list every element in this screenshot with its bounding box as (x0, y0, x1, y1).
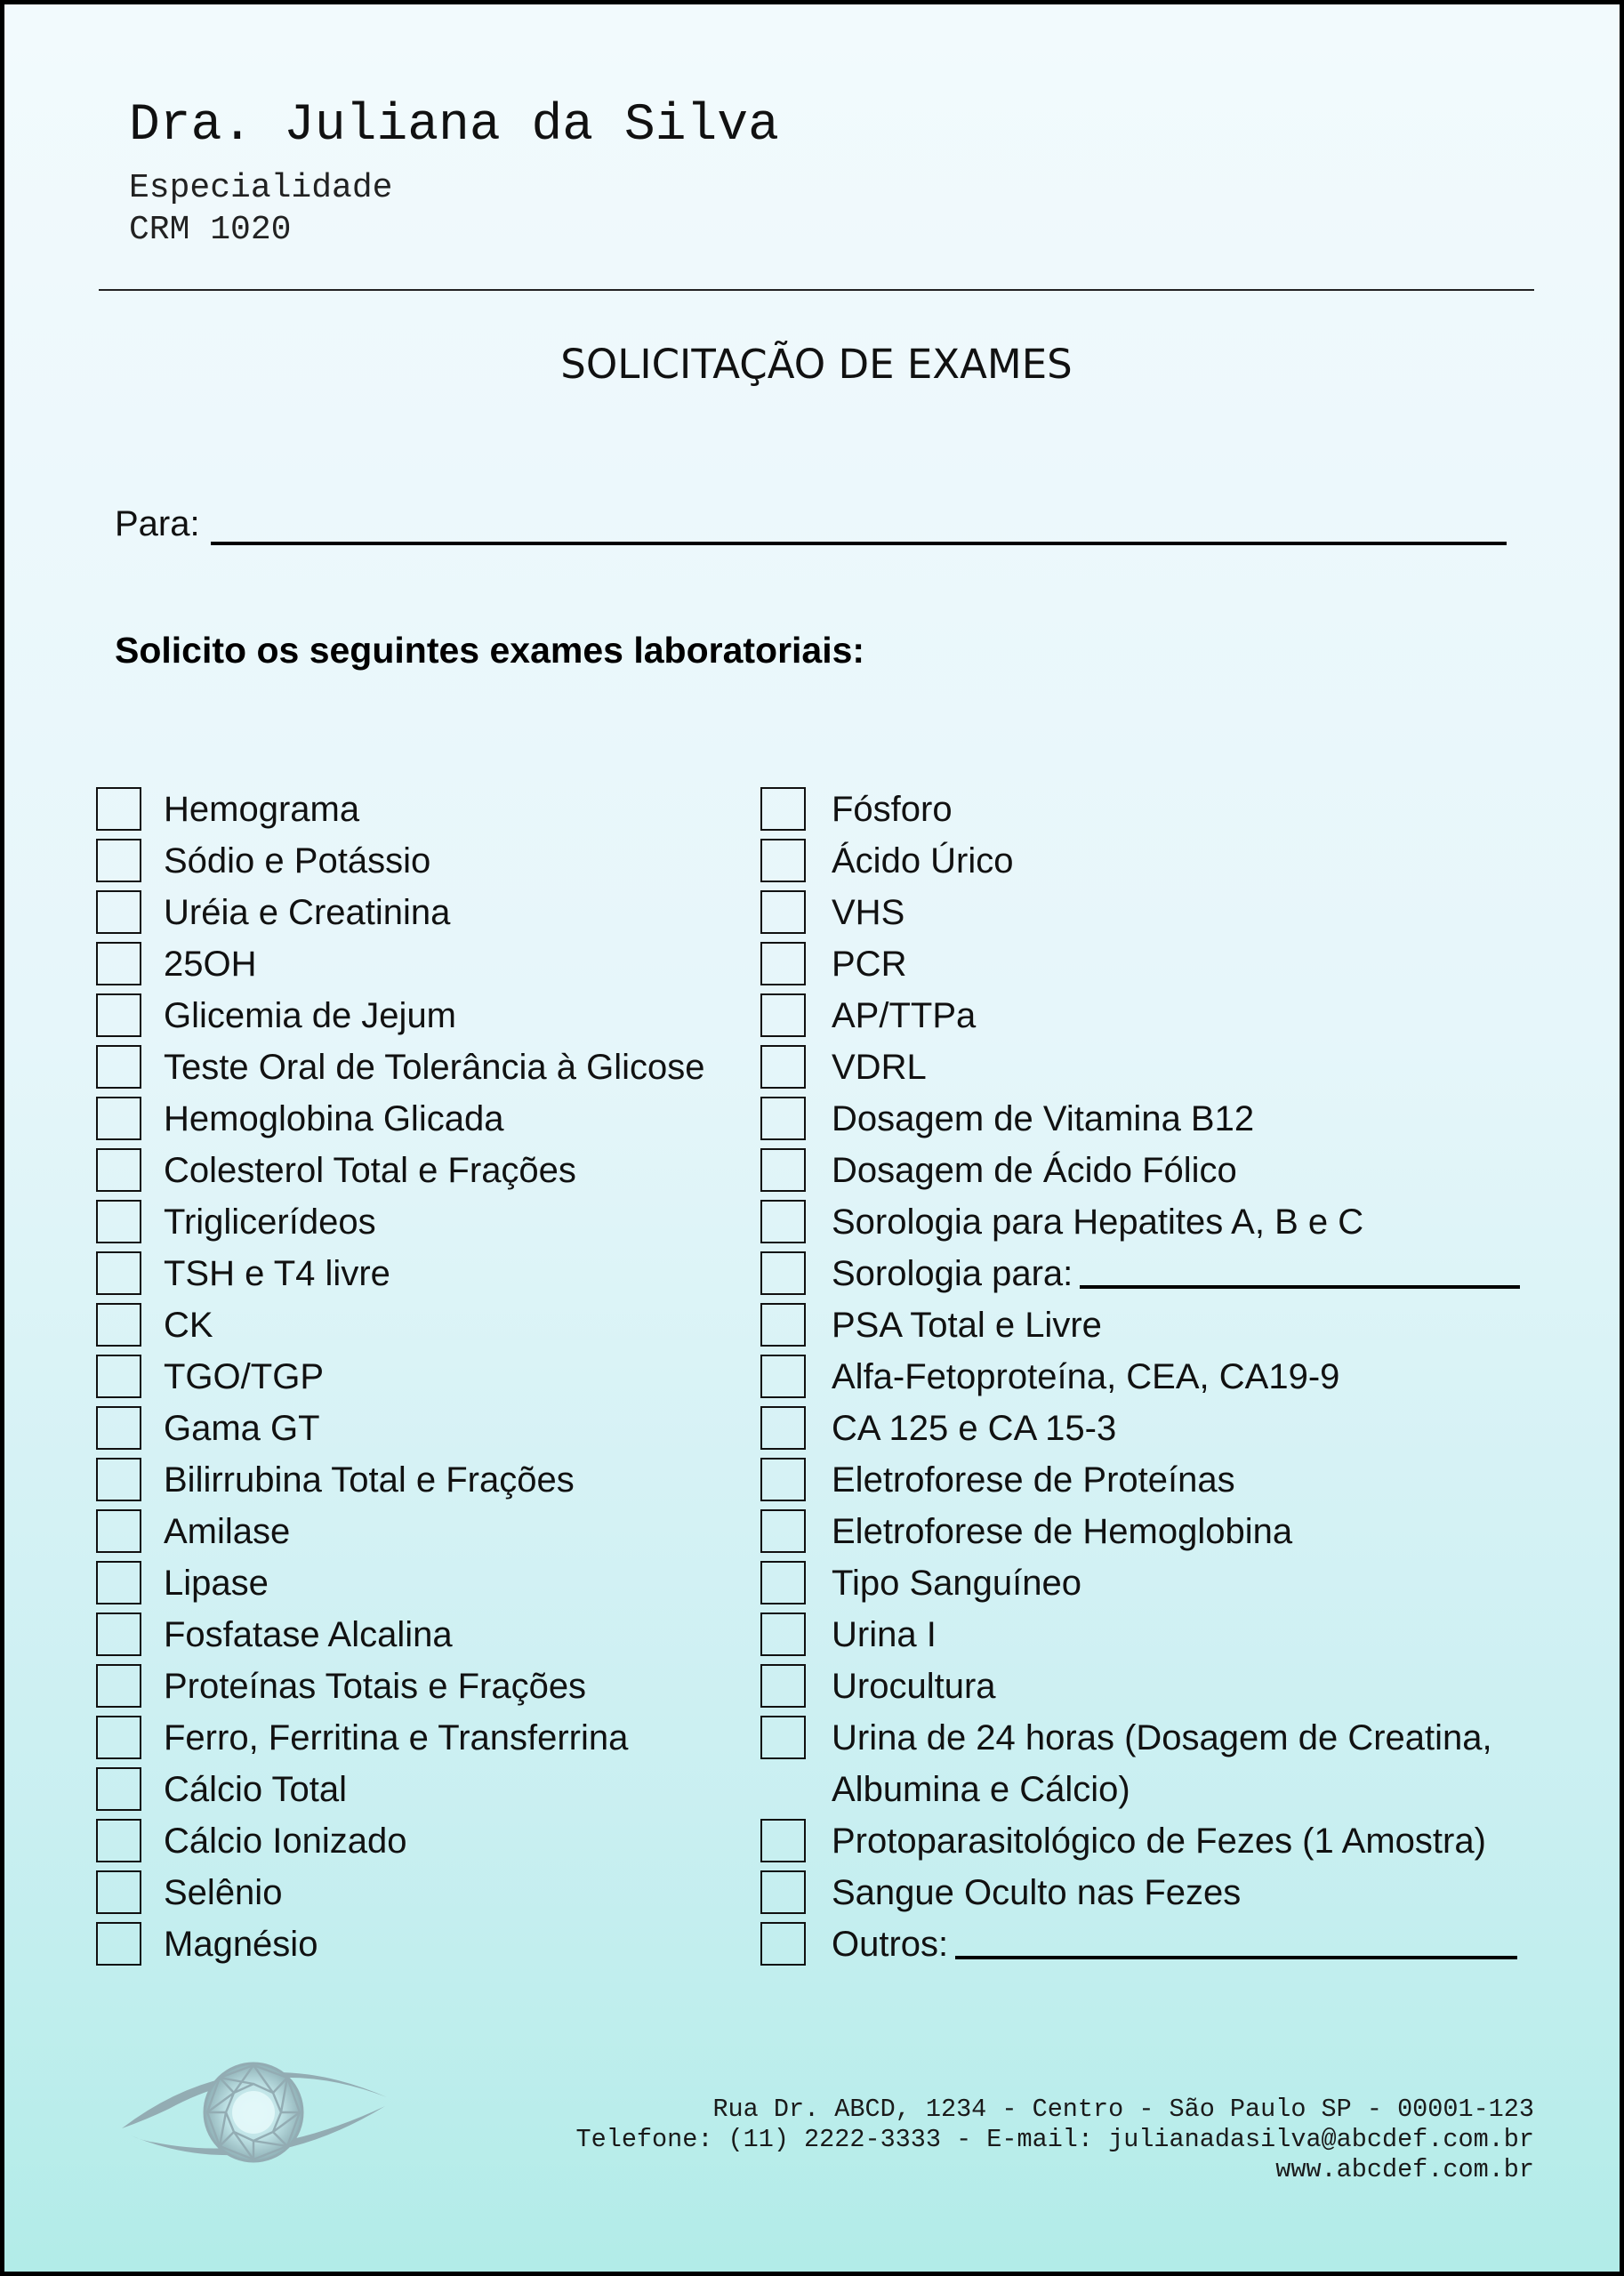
exam-label: Urina de 24 horas (Dosagem de Creatina, Albumina e Cálcio) (832, 1718, 1492, 1809)
exam-label: Ferro, Ferritina e Transferrina (164, 1718, 629, 1757)
exam-checkbox[interactable] (96, 1716, 141, 1759)
exam-label: Teste Oral de Tolerância à Glicose (164, 1048, 705, 1087)
exam-label: TSH e T4 livre (164, 1254, 390, 1293)
exam-checkbox[interactable] (96, 787, 141, 831)
exam-label: Hemograma (164, 790, 360, 829)
exam-checkbox[interactable] (96, 1613, 141, 1656)
exam-item (760, 887, 1543, 938)
exam-label: Lipase (164, 1564, 269, 1603)
exam-checkbox[interactable] (96, 1200, 141, 1243)
exam-label: Triglicerídeos (164, 1202, 376, 1242)
footer-phone-email: Telefone: (11) 2222-3333 - E-mail: julianadasilva@abcdef.com.br (575, 2125, 1534, 2154)
exam-label: Urocultura (832, 1667, 996, 1706)
exam-label: Protoparasitológico de Fezes (1 Amostra) (832, 1822, 1486, 1861)
header-divider (99, 289, 1534, 291)
exam-label: Sorologia para: (832, 1254, 1073, 1293)
exam-checkbox[interactable] (760, 1200, 806, 1243)
exam-checkbox[interactable] (760, 1819, 806, 1862)
exam-item (96, 1506, 754, 1557)
exam-checkbox[interactable] (96, 1303, 141, 1347)
exam-item (760, 835, 1543, 887)
exam-item (760, 1145, 1543, 1196)
recipient-label: Para: (115, 504, 200, 543)
exam-item (760, 990, 1543, 1041)
exam-label: Proteínas Totais e Frações (164, 1667, 587, 1706)
exam-fill-line[interactable] (955, 1924, 1517, 1959)
exam-item (760, 1918, 1543, 1970)
exam-label: Sangue Oculto nas Fezes (832, 1873, 1242, 1912)
exam-item (96, 784, 754, 835)
exam-checkbox[interactable] (760, 890, 806, 934)
exam-checkbox[interactable] (760, 1406, 806, 1450)
recipient-field (115, 497, 1507, 545)
exam-checkbox[interactable] (96, 1097, 141, 1140)
exam-checkbox[interactable] (96, 1870, 141, 1914)
exam-fill-line[interactable] (1080, 1253, 1520, 1289)
exam-item (760, 1661, 1543, 1712)
exam-item (96, 1918, 754, 1970)
exam-label: Tipo Sanguíneo (832, 1564, 1081, 1603)
exam-checkbox[interactable] (96, 993, 141, 1037)
exam-checkbox[interactable] (760, 1148, 806, 1192)
doctor-specialty: Especialidade (129, 169, 393, 207)
exam-item (760, 1454, 1543, 1506)
exam-label: Urina I (832, 1615, 937, 1654)
exam-label: Sorologia para Hepatites A, B e C (832, 1202, 1364, 1242)
exam-checkbox[interactable] (96, 1458, 141, 1501)
exam-item (760, 1093, 1543, 1145)
footer-website: www.abcdef.com.br (1275, 2155, 1534, 2184)
exam-item (96, 938, 754, 990)
exam-item (96, 1145, 754, 1196)
exam-label: Dosagem de Ácido Fólico (832, 1151, 1237, 1190)
exam-item (96, 1764, 754, 1815)
exam-item (760, 1867, 1543, 1918)
exam-item (760, 938, 1543, 990)
exam-item (760, 1196, 1543, 1248)
exam-item (760, 1351, 1543, 1403)
exam-label: VDRL (832, 1048, 927, 1087)
footer-address: Rua Dr. ABCD, 1234 - Centro - São Paulo SP - 00001-123 (712, 2095, 1534, 2124)
exam-checkbox[interactable] (760, 1251, 806, 1295)
exam-label: Uréia e Creatinina (164, 893, 451, 932)
exam-item (96, 1609, 754, 1661)
doctor-name: Dra. Juliana da Silva (129, 97, 779, 155)
exam-checkbox[interactable] (760, 1716, 806, 1759)
exam-checkbox[interactable] (96, 890, 141, 934)
exam-item (760, 1299, 1543, 1351)
exam-checkbox[interactable] (760, 1613, 806, 1656)
exam-checkbox[interactable] (760, 942, 806, 985)
exam-item (96, 1351, 754, 1403)
exam-item (96, 1815, 754, 1867)
exam-checkbox[interactable] (760, 1045, 806, 1089)
exam-item (96, 887, 754, 938)
exam-label: Cálcio Ionizado (164, 1822, 407, 1861)
page-title: SOLICITAÇÃO DE EXAMES (560, 341, 1073, 388)
exam-label: Fósforo (832, 790, 953, 829)
exam-checkbox[interactable] (96, 1509, 141, 1553)
exam-checkbox[interactable] (760, 1922, 806, 1966)
exam-item (96, 1867, 754, 1918)
exam-label: AP/TTPa (832, 996, 977, 1035)
doctor-crm: CRM 1020 (129, 211, 292, 249)
exam-checkbox[interactable] (760, 1664, 806, 1708)
recipient-input-line[interactable] (211, 497, 1507, 545)
exam-label: Gama GT (164, 1409, 320, 1448)
exam-list-right (760, 784, 1543, 1970)
exam-item (96, 1403, 754, 1454)
exam-checkbox[interactable] (96, 1355, 141, 1398)
exam-item (96, 1661, 754, 1712)
exam-list-left (96, 784, 754, 1970)
exam-checkbox[interactable] (760, 839, 806, 882)
exam-label: Alfa-Fetoproteína, CEA, CA19-9 (832, 1357, 1340, 1396)
exam-item (760, 1248, 1543, 1299)
exam-label: VHS (832, 893, 905, 932)
exam-item (760, 1557, 1543, 1609)
exam-label: TGO/TGP (164, 1357, 324, 1396)
exam-item (760, 1815, 1543, 1867)
footer-contact-block (576, 2095, 1534, 2185)
exam-checkbox[interactable] (96, 839, 141, 882)
exam-item (96, 1454, 754, 1506)
exam-label: Ácido Úrico (832, 841, 1014, 881)
exam-checkbox[interactable] (96, 1922, 141, 1966)
exam-checkbox[interactable] (96, 1251, 141, 1295)
exam-label: Selênio (164, 1873, 283, 1912)
exam-checkbox[interactable] (96, 1767, 141, 1811)
exam-item (96, 1299, 754, 1351)
exam-checkbox[interactable] (96, 1664, 141, 1708)
exam-checkbox[interactable] (96, 1561, 141, 1604)
exam-checkbox[interactable] (760, 1509, 806, 1553)
exam-label: Cálcio Total (164, 1770, 348, 1809)
exam-checkbox[interactable] (96, 1148, 141, 1192)
exam-item (96, 835, 754, 887)
exam-item (760, 1403, 1543, 1454)
exam-label: Bilirrubina Total e Frações (164, 1460, 575, 1500)
exam-checkbox[interactable] (760, 993, 806, 1037)
exam-item (96, 1248, 754, 1299)
exam-label: CK (164, 1306, 213, 1345)
exam-item (96, 990, 754, 1041)
exam-checkbox[interactable] (760, 1458, 806, 1501)
exam-label: Eletroforese de Proteínas (832, 1460, 1235, 1500)
exam-item (760, 784, 1543, 835)
exam-item (96, 1196, 754, 1248)
exam-label: 25OH (164, 945, 257, 984)
exam-label: Glicemia de Jejum (164, 996, 457, 1035)
exam-item (96, 1093, 754, 1145)
exam-item (760, 1041, 1543, 1093)
exam-label: Colesterol Total e Frações (164, 1151, 576, 1190)
exam-item (96, 1041, 754, 1093)
exam-checkbox[interactable] (96, 942, 141, 985)
exam-checkbox[interactable] (760, 1870, 806, 1914)
exam-item (96, 1712, 754, 1764)
exam-label: Fosfatase Alcalina (164, 1615, 453, 1654)
exam-checkbox[interactable] (760, 1355, 806, 1398)
exam-checkbox[interactable] (96, 1045, 141, 1089)
exam-label: Hemoglobina Glicada (164, 1099, 504, 1138)
request-heading: Solicito os seguintes exames laboratoriais: (115, 630, 865, 671)
exam-label: CA 125 e CA 15-3 (832, 1409, 1117, 1448)
exam-label: Amilase (164, 1512, 291, 1551)
exam-label: PSA Total e Livre (832, 1306, 1102, 1345)
exam-label: PCR (832, 945, 907, 984)
eye-icon (120, 2057, 387, 2166)
exam-checkbox[interactable] (760, 1303, 806, 1347)
exam-item (760, 1506, 1543, 1557)
exam-label: Eletroforese de Hemoglobina (832, 1512, 1293, 1551)
exam-checkbox[interactable] (96, 1406, 141, 1450)
exam-checkbox[interactable] (96, 1819, 141, 1862)
exam-label: Magnésio (164, 1925, 318, 1964)
exam-checkbox[interactable] (760, 787, 806, 831)
exam-item (760, 1712, 1543, 1815)
exam-label: Dosagem de Vitamina B12 (832, 1099, 1255, 1138)
exam-label: Sódio e Potássio (164, 841, 431, 881)
exam-checkbox[interactable] (760, 1097, 806, 1140)
exam-item (760, 1609, 1543, 1661)
exam-checkbox[interactable] (760, 1561, 806, 1604)
exam-label: Outros: (832, 1925, 949, 1964)
exam-item (96, 1557, 754, 1609)
